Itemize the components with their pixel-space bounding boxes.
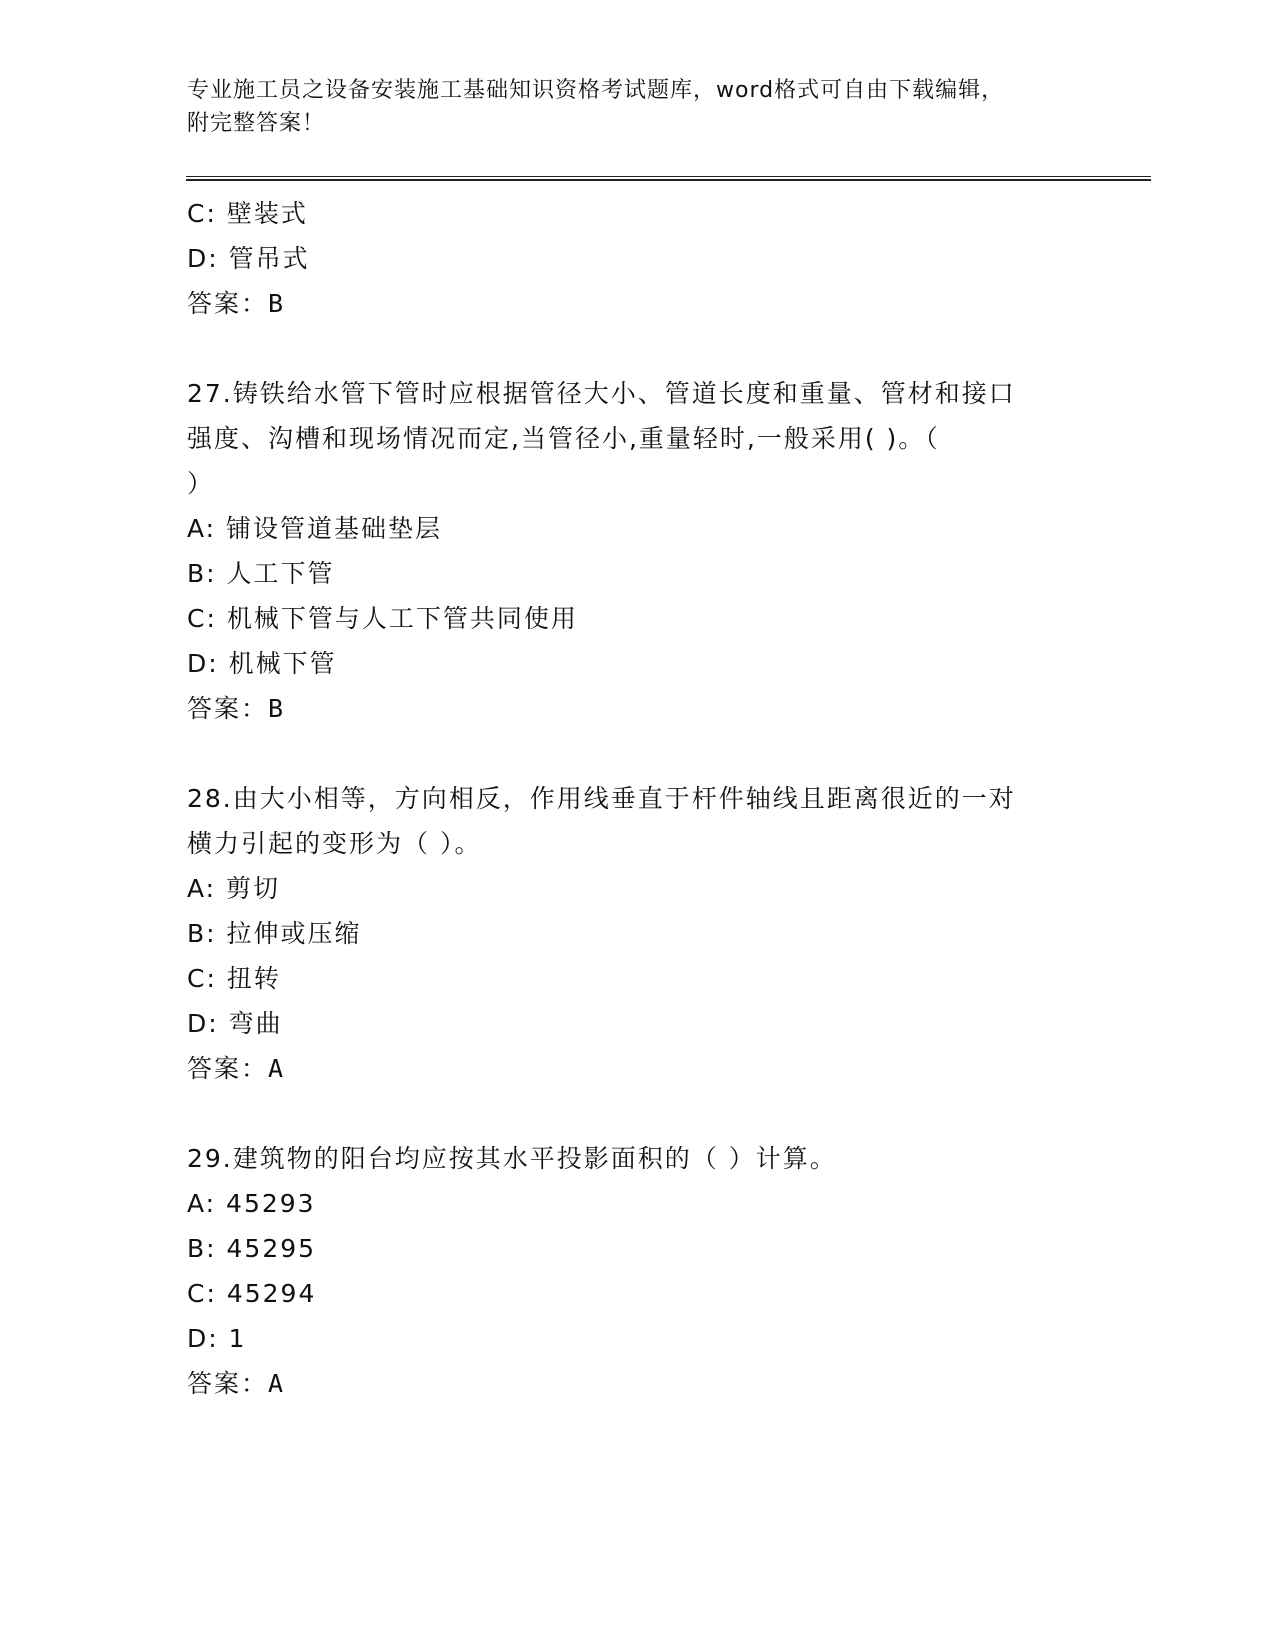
document-header	[187, 74, 1087, 140]
option-b: B: 人工下管	[187, 559, 335, 588]
option-d: D: 弯曲	[187, 1009, 283, 1038]
question-28	[187, 776, 1087, 1091]
question-26	[187, 191, 1087, 326]
option-c: C: 机械下管与人工下管共同使用	[187, 604, 578, 633]
option-a: A: 剪切	[187, 874, 281, 903]
option-c: C: 45294	[187, 1279, 317, 1308]
question-text-line: 横力引起的变形为（ ）。	[187, 829, 482, 858]
option-b: B: 45295	[187, 1234, 317, 1263]
option-b: B: 拉伸或压缩	[187, 919, 362, 948]
option-d: D: 机械下管	[187, 649, 337, 678]
header-line-2: 附完整答案！	[187, 111, 326, 136]
question-text-line: 强度、沟槽和现场情况而定,当管径小,重量轻时,一般采用( )。（	[187, 424, 940, 453]
question-text-line: 29.建筑物的阳台均应按其水平投影面积的（ ）计算。	[187, 1144, 837, 1173]
question-list	[187, 191, 1087, 1406]
option-c: C: 扭转	[187, 964, 281, 993]
answer: 答案：B	[187, 694, 284, 723]
answer: 答案：B	[187, 289, 284, 318]
option-d: D: 1	[187, 1324, 247, 1353]
question-text-line: ）	[187, 469, 215, 498]
option-c: C: 壁装式	[187, 199, 308, 228]
header-line-1: 专业施工员之设备安装施工基础知识资格考试题库，word格式可自由下载编辑，	[187, 78, 1005, 103]
option-a: A: 45293	[187, 1189, 316, 1218]
option-a: A: 铺设管道基础垫层	[187, 514, 443, 543]
question-27	[187, 371, 1087, 731]
answer: 答案：A	[187, 1369, 284, 1398]
header-divider	[186, 176, 1151, 181]
question-text-line: 27.铸铁给水管下管时应根据管径大小、管道长度和重量、管材和接口	[187, 379, 1016, 408]
option-d: D: 管吊式	[187, 244, 310, 273]
question-text-line: 28.由大小相等，方向相反，作用线垂直于杆件轴线且距离很近的一对	[187, 784, 1016, 813]
answer: 答案：A	[187, 1054, 284, 1083]
question-29	[187, 1136, 1087, 1406]
